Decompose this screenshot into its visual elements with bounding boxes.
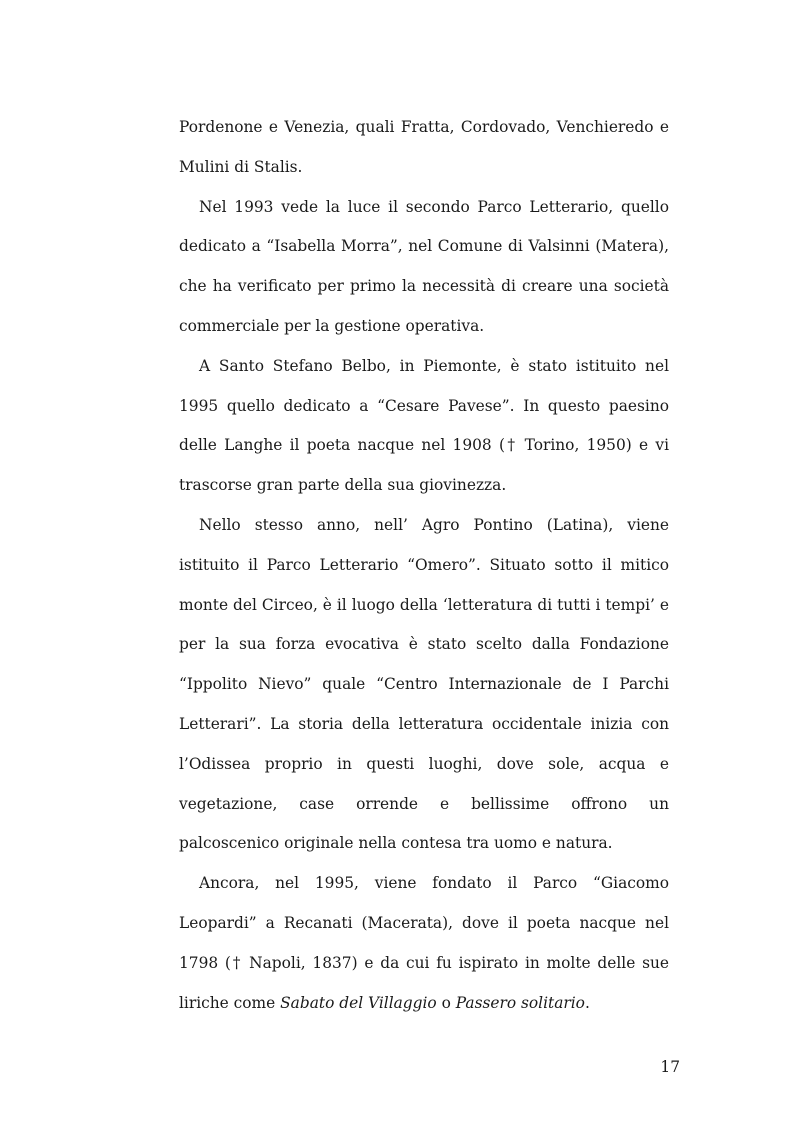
italic-title-sabato: Sabato del Villaggio bbox=[280, 993, 437, 1012]
paragraph-text: o bbox=[436, 993, 456, 1012]
paragraph-text: A Santo Stefano Belbo, in Piemonte, è stato istituito nel 1995 quello dedicato a “Cesare Pavese”. In questo paesino delle Langhe il poeta nacque nel 1908 († Torino, 1950) e vi trascorse gran parte della sua giovinezza. bbox=[179, 356, 669, 495]
page-number: 17 bbox=[660, 1058, 680, 1076]
paragraph-text: Ancora, nel 1995, viene fondato il Parco “Giacomo Leopardi” a Recanati (Macerata), dove il poeta nacque nel 1798 († Napoli, 1837) e da cui fu ispirato in molte delle sue liriche come bbox=[179, 874, 669, 1012]
paragraph-continuation bbox=[179, 108, 669, 188]
italic-title-passero: Passero solitario bbox=[455, 993, 585, 1012]
paragraph-text: . bbox=[584, 993, 590, 1012]
paragraph-omero bbox=[179, 506, 669, 864]
paragraph-giacomo-leopardi bbox=[179, 864, 669, 1023]
body-text bbox=[179, 108, 669, 1023]
paragraph-cesare-pavese bbox=[179, 347, 669, 506]
paragraph-text: Pordenone e Venezia, quali Fratta, Cordovado, Venchieredo e Mulini di Stalis. bbox=[179, 118, 669, 176]
paragraph-text: Nello stesso anno, nell’ Agro Pontino (Latina), viene istituito il Parco Letterario “Omero”. Situato sotto il mitico monte del Circeo, è il luogo della ‘letteratura di tutti i tempi’ e per la sua forza evocativa è stato scelto dalla Fondazione “Ippolito Nievo” quale “Centro Internazionale de I Parchi Letterari”. La storia della letteratura occidentale inizia con l’Odissea proprio in questi luoghi, dove sole, acqua e vegetazione, case orrende e bellissime offrono un palcoscenico originale nella contesa tra uomo e natura. bbox=[179, 515, 669, 853]
paragraph-isabella-morra bbox=[179, 188, 669, 347]
paragraph-text: Nel 1993 vede la luce il secondo Parco Letterario, quello dedicato a “Isabella Morra”, nel Comune di Valsinni (Matera), che ha verificato per primo la necessità di creare una società commerciale per la gestione operativa. bbox=[179, 197, 669, 335]
